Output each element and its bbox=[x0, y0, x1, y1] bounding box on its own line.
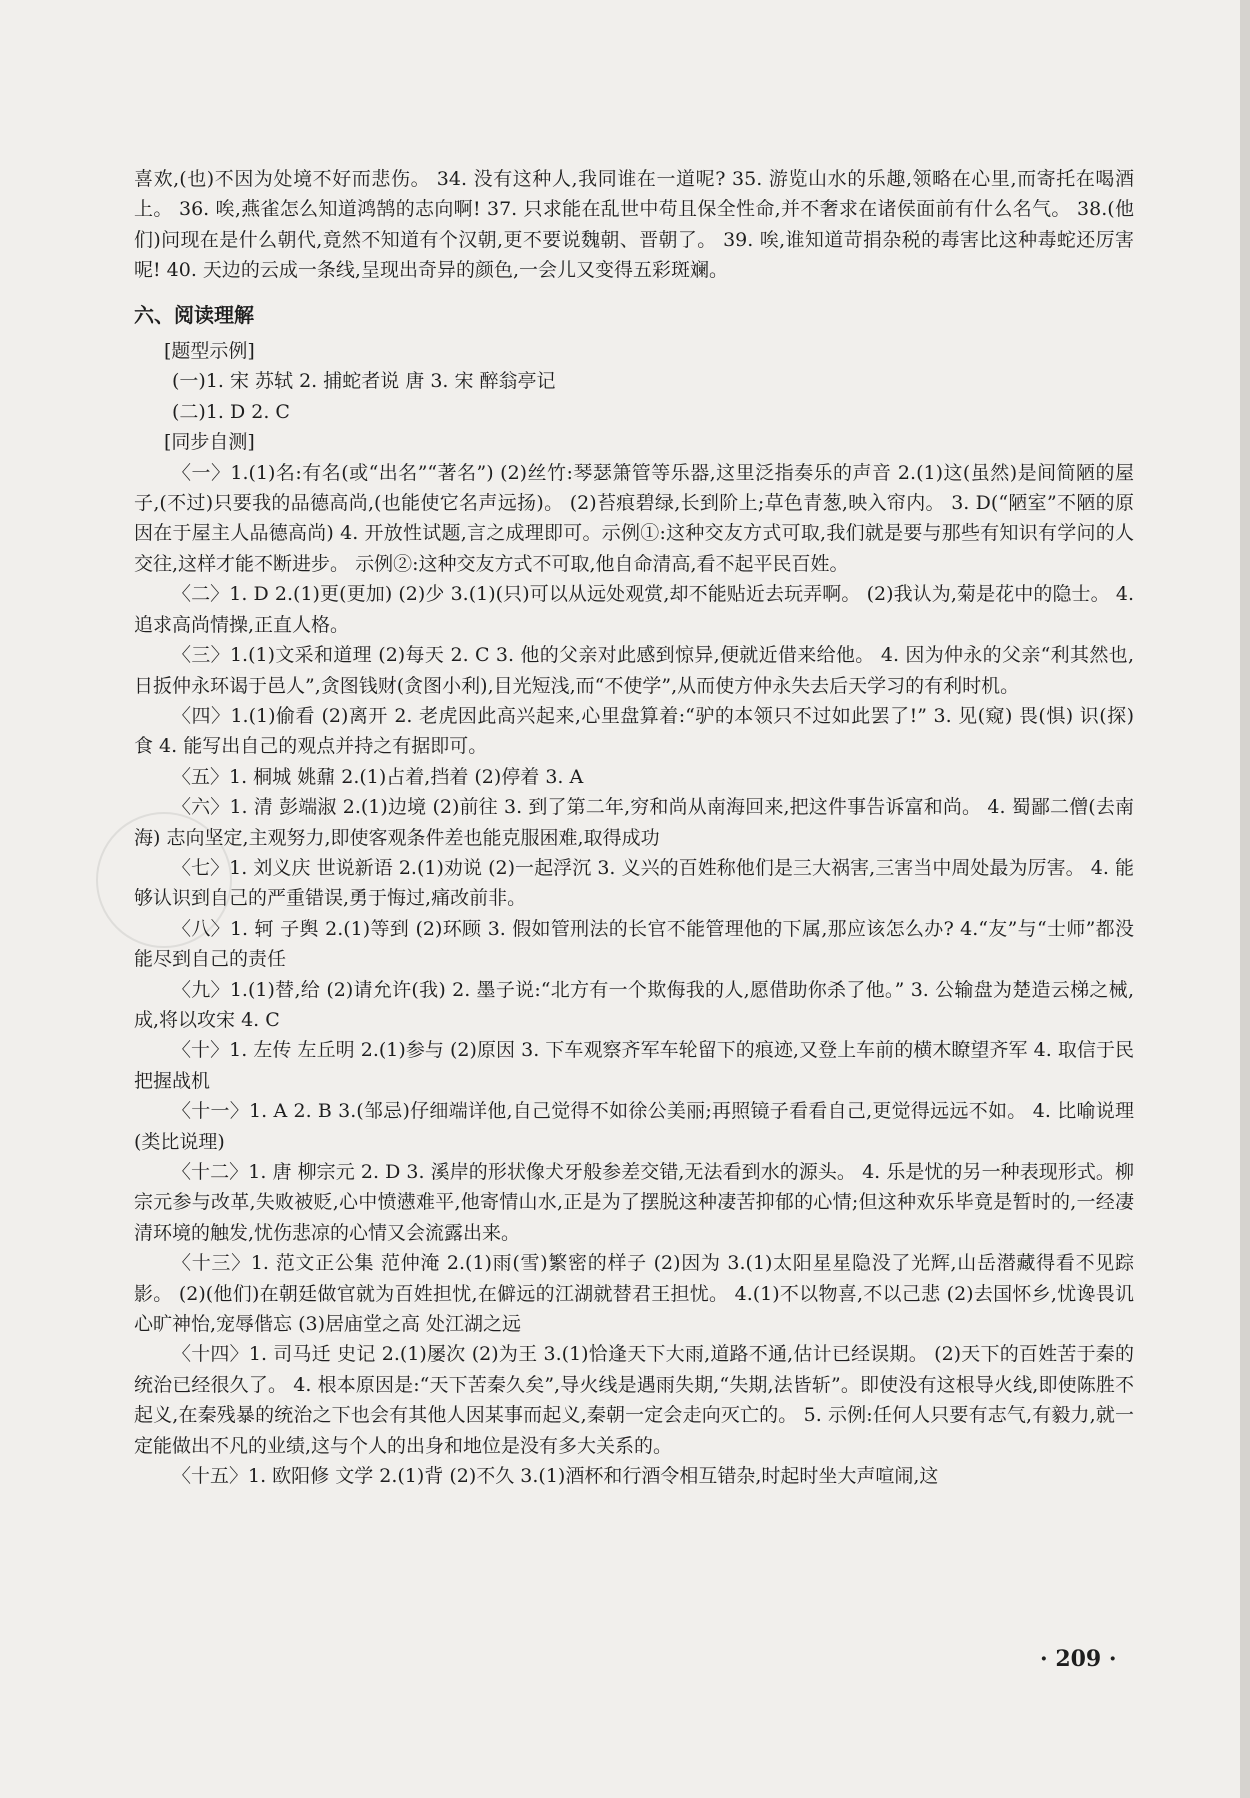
section-title: 六、阅读理解 bbox=[134, 302, 254, 327]
example-label: [题型示例] bbox=[164, 340, 255, 363]
answer-paragraph: 〈十一〉1. A 2. B 3.(邹忌)仔细端详他,自己觉得不如徐公美丽;再照镜子看看自己,更觉得远远不如。 4. 比喻说理(类比说理) bbox=[134, 1100, 1134, 1153]
selftest-label: [同步自测] bbox=[164, 431, 255, 454]
paragraph-continued: 喜欢,(也)不因为处境不好而悲伤。 34. 没有这种人,我同谁在一道呢? 35. 游览山水的乐趣,领略在心里,而寄托在喝酒上。 36. 唉,燕雀怎么知道鸿鹄的志向啊! 37. 只求能在乱世中苟且保全性命,并不奢求在诸侯面前有什么名气。 38.(他们)问现在是什么朝代,竟然不知道有个汉朝,更不要说魏朝、晋朝了。 39. 唉,谁知道苛捐杂税的毒害比这种毒蛇还厉害呢! 40. 天边的云成一条线,呈现出奇异的颜色,一会儿又变得五彩斑斓。 bbox=[134, 168, 1134, 282]
answer-paragraph: 〈二〉1. D 2.(1)更(更加) (2)少 3.(1)(只)可以从远处观赏,却不能贴近去玩弄啊。 (2)我认为,菊是花中的隐士。 4. 追求高尚情操,正直人格。 bbox=[134, 583, 1134, 636]
answer-paragraph: 〈一〉1.(1)名:有名(或“出名”“著名”) (2)丝竹:琴瑟箫管等乐器,这里泛指奏乐的声音 2.(1)这(虽然)是间简陋的屋子,(不过)只要我的品德高尚,(也能使它名声远扬)。 (2)苔痕碧绿,长到阶上;草色青葱,映入帘内。 3. D(“陋室”不陋的原因在于屋主人品德高尚) 4. 开放性试题,言之成理即可。示例①:这种交友方式可取,我们就是要与那些有知识有学问的人交往,这样才能不断进步。 示例②:这种交友方式不可取,他自命清高,看不起平民百姓。 bbox=[134, 461, 1134, 575]
answer-paragraph: 〈六〉1. 清 彭端淑 2.(1)边境 (2)前往 3. 到了第二年,穷和尚从南海回来,把这件事告诉富和尚。 4. 蜀鄙二僧(去南海) 志向坚定,主观努力,即使客观条件差也能克服困难,取得成功 bbox=[134, 796, 1134, 849]
page-number: · 209 · bbox=[1040, 1646, 1117, 1672]
answer-paragraph: 〈五〉1. 桐城 姚鼐 2.(1)占着,挡着 (2)停着 3. A bbox=[172, 765, 584, 788]
answer-paragraph: 〈十四〉1. 司马迁 史记 2.(1)屡次 (2)为王 3.(1)恰逢天下大雨,道路不通,估计已经误期。 (2)天下的百姓苦于秦的统治已经很久了。 4. 根本原因是:“天下苦秦久矣”,导火线是遇雨失期,“失期,法皆斩”。即使没有这根导火线,即使陈胜不起义,在秦残暴的统治之下也会有其他人因某事而起义,秦朝一定会走向灭亡的。 5. 示例:任何人只要有志气,有毅力,就一定能做出不凡的业绩,这与个人的出身和地位是没有多大关系的。 bbox=[134, 1343, 1134, 1457]
answer-paragraph: 〈八〉1. 轲 子舆 2.(1)等到 (2)环顾 3. 假如管刑法的长官不能管理他的下属,那应该怎么办? 4.“友”与“士师”都没能尽到自己的责任 bbox=[134, 917, 1134, 971]
page-edge bbox=[1240, 0, 1250, 1798]
answer-paragraph: 〈七〉1. 刘义庆 世说新语 2.(1)劝说 (2)一起浮沉 3. 义兴的百姓称他们是三大祸害,三害当中周处最为厉害。 4. 能够认识到自己的严重错误,勇于悔过,痛改前非。 bbox=[134, 856, 1134, 910]
answer-paragraph: 〈九〉1.(1)替,给 (2)请允许(我) 2. 墨子说:“北方有一个欺侮我的人,愿借助你杀了他。” 3. 公输盘为楚造云梯之械,成,将以攻宋 4. C bbox=[134, 978, 1134, 1031]
example-answer: (二)1. D 2. C bbox=[172, 400, 290, 423]
page-body bbox=[134, 164, 1134, 1491]
answer-paragraph: 〈十二〉1. 唐 柳宗元 2. D 3. 溪岸的形状像犬牙般参差交错,无法看到水的源头。 4. 乐是忧的另一种表现形式。柳宗元参与改革,失败被贬,心中愤懑难平,他寄情山水,正是为了摆脱这种凄苦抑郁的心情;但这种欢乐毕竟是暂时的,一经凄清环境的触发,忧伤悲凉的心情又会流露出来。 bbox=[134, 1161, 1134, 1244]
answer-paragraph: 〈三〉1.(1)文采和道理 (2)每天 2. C 3. 他的父亲对此感到惊异,便就近借来给他。 4. 因为仲永的父亲“利其然也,日扳仲永环谒于邑人”,贪图钱财(贪图小利),目光短浅,而“不使学”,从而使方仲永失去后天学习的有利时机。 bbox=[134, 644, 1134, 697]
answer-paragraph: 〈十三〉1. 范文正公集 范仲淹 2.(1)雨(雪)繁密的样子 (2)因为 3.(1)太阳星星隐没了光辉,山岳潜藏得看不见踪影。 (2)(他们)在朝廷做官就为百姓担忧,在僻远的江湖就替君王担忧。 4.(1)不以物喜,不以己悲 (2)去国怀乡,忧谗畏讥 心旷神怡,宠辱偕忘 (3)居庙堂之高 处江湖之远 bbox=[134, 1252, 1134, 1336]
answer-paragraph: 〈十〉1. 左传 左丘明 2.(1)参与 (2)原因 3. 下车观察齐军车轮留下的痕迹,又登上车前的横木瞭望齐军 4. 取信于民 把握战机 bbox=[134, 1039, 1134, 1092]
answer-paragraph: 〈十五〉1. 欧阳修 文学 2.(1)背 (2)不久 3.(1)酒杯和行酒令相互错杂,时起时坐大声喧闹,这 bbox=[172, 1465, 939, 1488]
answer-paragraph: 〈四〉1.(1)偷看 (2)离开 2. 老虎因此高兴起来,心里盘算着:“驴的本领只不过如此罢了!” 3. 见(窥) 畏(惧) 识(探) 食 4. 能写出自己的观点并持之有据即可。 bbox=[134, 704, 1134, 758]
example-answer: (一)1. 宋 苏轼 2. 捕蛇者说 唐 3. 宋 醉翁亭记 bbox=[172, 370, 556, 393]
